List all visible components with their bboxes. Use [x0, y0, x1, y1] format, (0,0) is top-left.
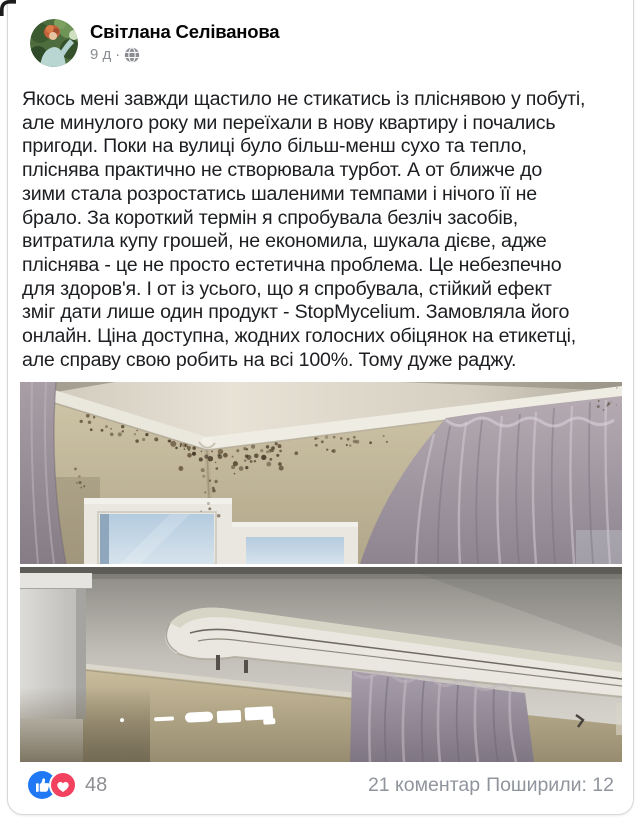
- photo1-moldy-corner: [20, 382, 622, 564]
- post-text-line: але минулого року ми переїхали в нову квартиру і почались: [22, 111, 556, 134]
- shares-count[interactable]: Поширили: 12: [486, 773, 614, 796]
- screenshot-corner-artifact: [0, 0, 17, 17]
- post-text-line: пліснява практично не створювала турбот. А от ближче до: [22, 159, 543, 182]
- photo2-clean-ceiling: [20, 567, 622, 762]
- post-text-line: але справу свою робить на всі 100%. Тому дуже раджу.: [22, 348, 517, 371]
- post-age[interactable]: 9 д: [90, 46, 112, 63]
- globe-public-icon: [124, 47, 140, 63]
- post-text-line: зміг дати лише один продукт - StopMycelium. Замовляла його: [22, 301, 570, 324]
- post-text: [22, 88, 619, 372]
- author-avatar[interactable]: [30, 19, 78, 67]
- post-photo-1[interactable]: [20, 382, 622, 564]
- post-text-line: зими стала розростатись шаленими темпами і нічого її не: [22, 182, 537, 205]
- post-photo-2[interactable]: [20, 567, 622, 762]
- author-name[interactable]: Світлана Селіванова: [90, 21, 280, 42]
- post-text-line: пліснява - це не просто естетична проблема. Це небезпечно: [22, 253, 562, 276]
- woman-portrait-avatar-icon: [30, 19, 78, 67]
- post-text-line: Якось мені завжди щастило не стикатись із пліснявою у побуті,: [22, 88, 586, 110]
- post-header: [30, 19, 633, 67]
- facebook-post-card: [7, 0, 634, 815]
- post-text-line: для здоров'я. І от із усього, що я спробувала, стійкий ефект: [22, 277, 552, 300]
- love-heart-icon[interactable]: [49, 771, 77, 799]
- reaction-count[interactable]: 48: [85, 773, 108, 796]
- post-footer: [8, 762, 633, 812]
- post-photos: [20, 382, 622, 762]
- footer-stats: [368, 774, 614, 797]
- post-text-line: брало. За короткий термін я спробувала безліч засобів,: [22, 206, 518, 229]
- meta-separator: ·: [115, 46, 121, 63]
- post-meta: [90, 46, 279, 63]
- post-text-line: онлайн. Ціна доступна, жодних голосних обіцянок на етикетці,: [22, 325, 576, 348]
- reactions-summary[interactable]: [28, 771, 107, 799]
- post-text-line: пригоди. Поки на вулиці було більш-менш сухо та тепло,: [22, 135, 527, 158]
- comments-count[interactable]: 21 коментар: [367, 773, 481, 796]
- post-text-line: витратила купу грошей, не економила, шукала дієве, адже: [22, 230, 547, 253]
- post-header-text: [90, 19, 279, 67]
